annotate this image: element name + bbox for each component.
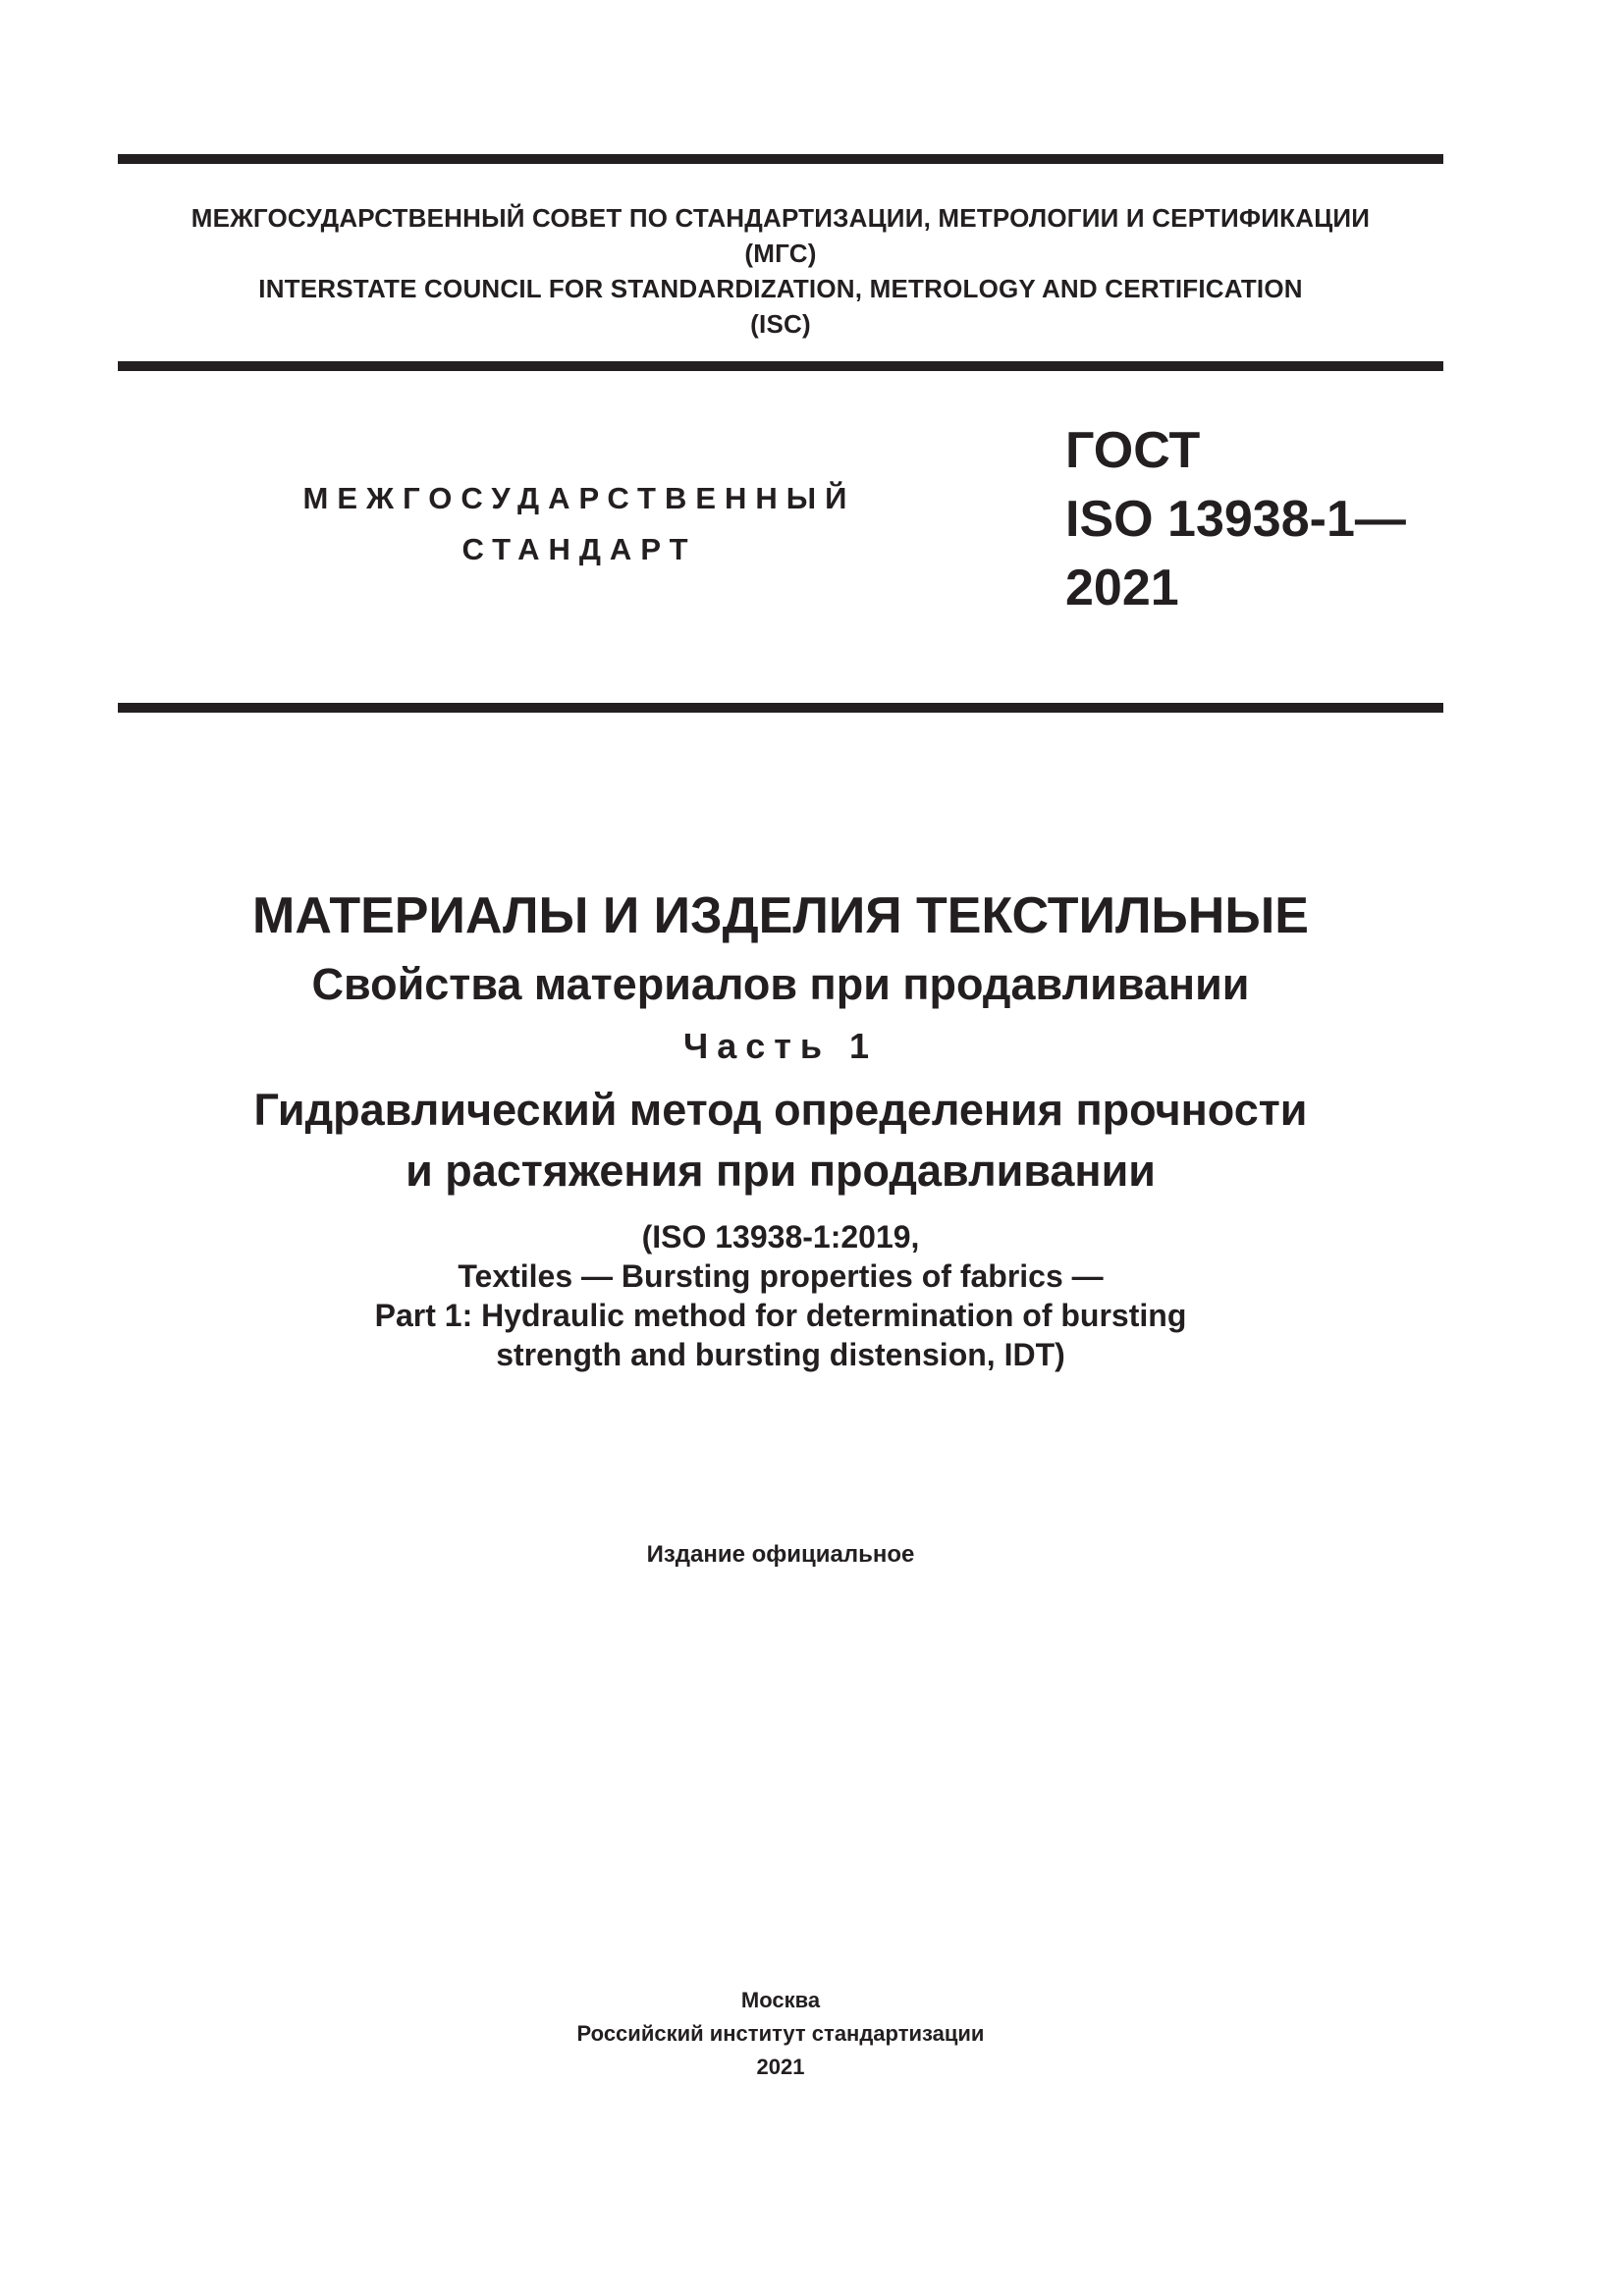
header-rule	[118, 361, 1443, 371]
title-block	[118, 881, 1443, 1374]
publisher-block	[118, 1984, 1443, 2084]
iso-reference-line-1: (ISO 13938-1:2019,	[641, 1219, 920, 1255]
main-title: МАТЕРИАЛЫ И ИЗДЕЛИЯ ТЕКСТИЛЬНЫЕ	[252, 887, 1309, 944]
top-rule	[118, 154, 1443, 164]
council-abbr-en: (ISC)	[750, 309, 811, 339]
iso-reference	[118, 1217, 1443, 1374]
publisher-year: 2021	[756, 2055, 805, 2079]
council-header	[118, 200, 1443, 342]
publisher-city: Москва	[740, 1988, 821, 2012]
designation-rule	[118, 703, 1443, 713]
standard-designation	[1065, 416, 1406, 622]
subtitle: Свойства материалов при продавливании	[311, 959, 1250, 1009]
method-title-line-2: и растяжения при продавливании	[406, 1146, 1156, 1196]
method-title	[118, 1080, 1443, 1201]
edition-label: Издание официальное	[646, 1541, 915, 1568]
standard-type	[255, 473, 903, 575]
method-title-line-1: Гидравлический метод определения прочности	[253, 1085, 1308, 1135]
standard-type-line-1: МЕЖГОСУДАРСТВЕННЫЙ	[302, 481, 856, 515]
council-abbr-ru: (МГС)	[744, 239, 817, 268]
part-label: Часть 1	[682, 1026, 879, 1066]
standard-type-line-2: СТАНДАРТ	[461, 532, 697, 566]
iso-reference-line-2: Textiles — Bursting properties of fabrics —	[458, 1258, 1104, 1294]
publisher-institute: Российский институт стандартизации	[576, 2021, 985, 2046]
designation-line-3: 2021	[1065, 560, 1179, 616]
designation-line-2: ISO 13938-1—	[1065, 491, 1406, 548]
council-name-ru: МЕЖГОСУДАРСТВЕННЫЙ СОВЕТ ПО СТАНДАРТИЗАЦИИ, МЕТРОЛОГИИ И СЕРТИФИКАЦИИ	[190, 203, 1371, 233]
council-name-en: INTERSTATE COUNCIL FOR STANDARDIZATION, METROLOGY AND CERTIFICATION	[258, 274, 1303, 303]
iso-reference-line-3: Part 1: Hydraulic method for determination of bursting	[374, 1298, 1187, 1333]
designation-line-1: ГОСТ	[1065, 422, 1201, 479]
iso-reference-line-4: strength and bursting distension, IDT)	[496, 1337, 1065, 1372]
